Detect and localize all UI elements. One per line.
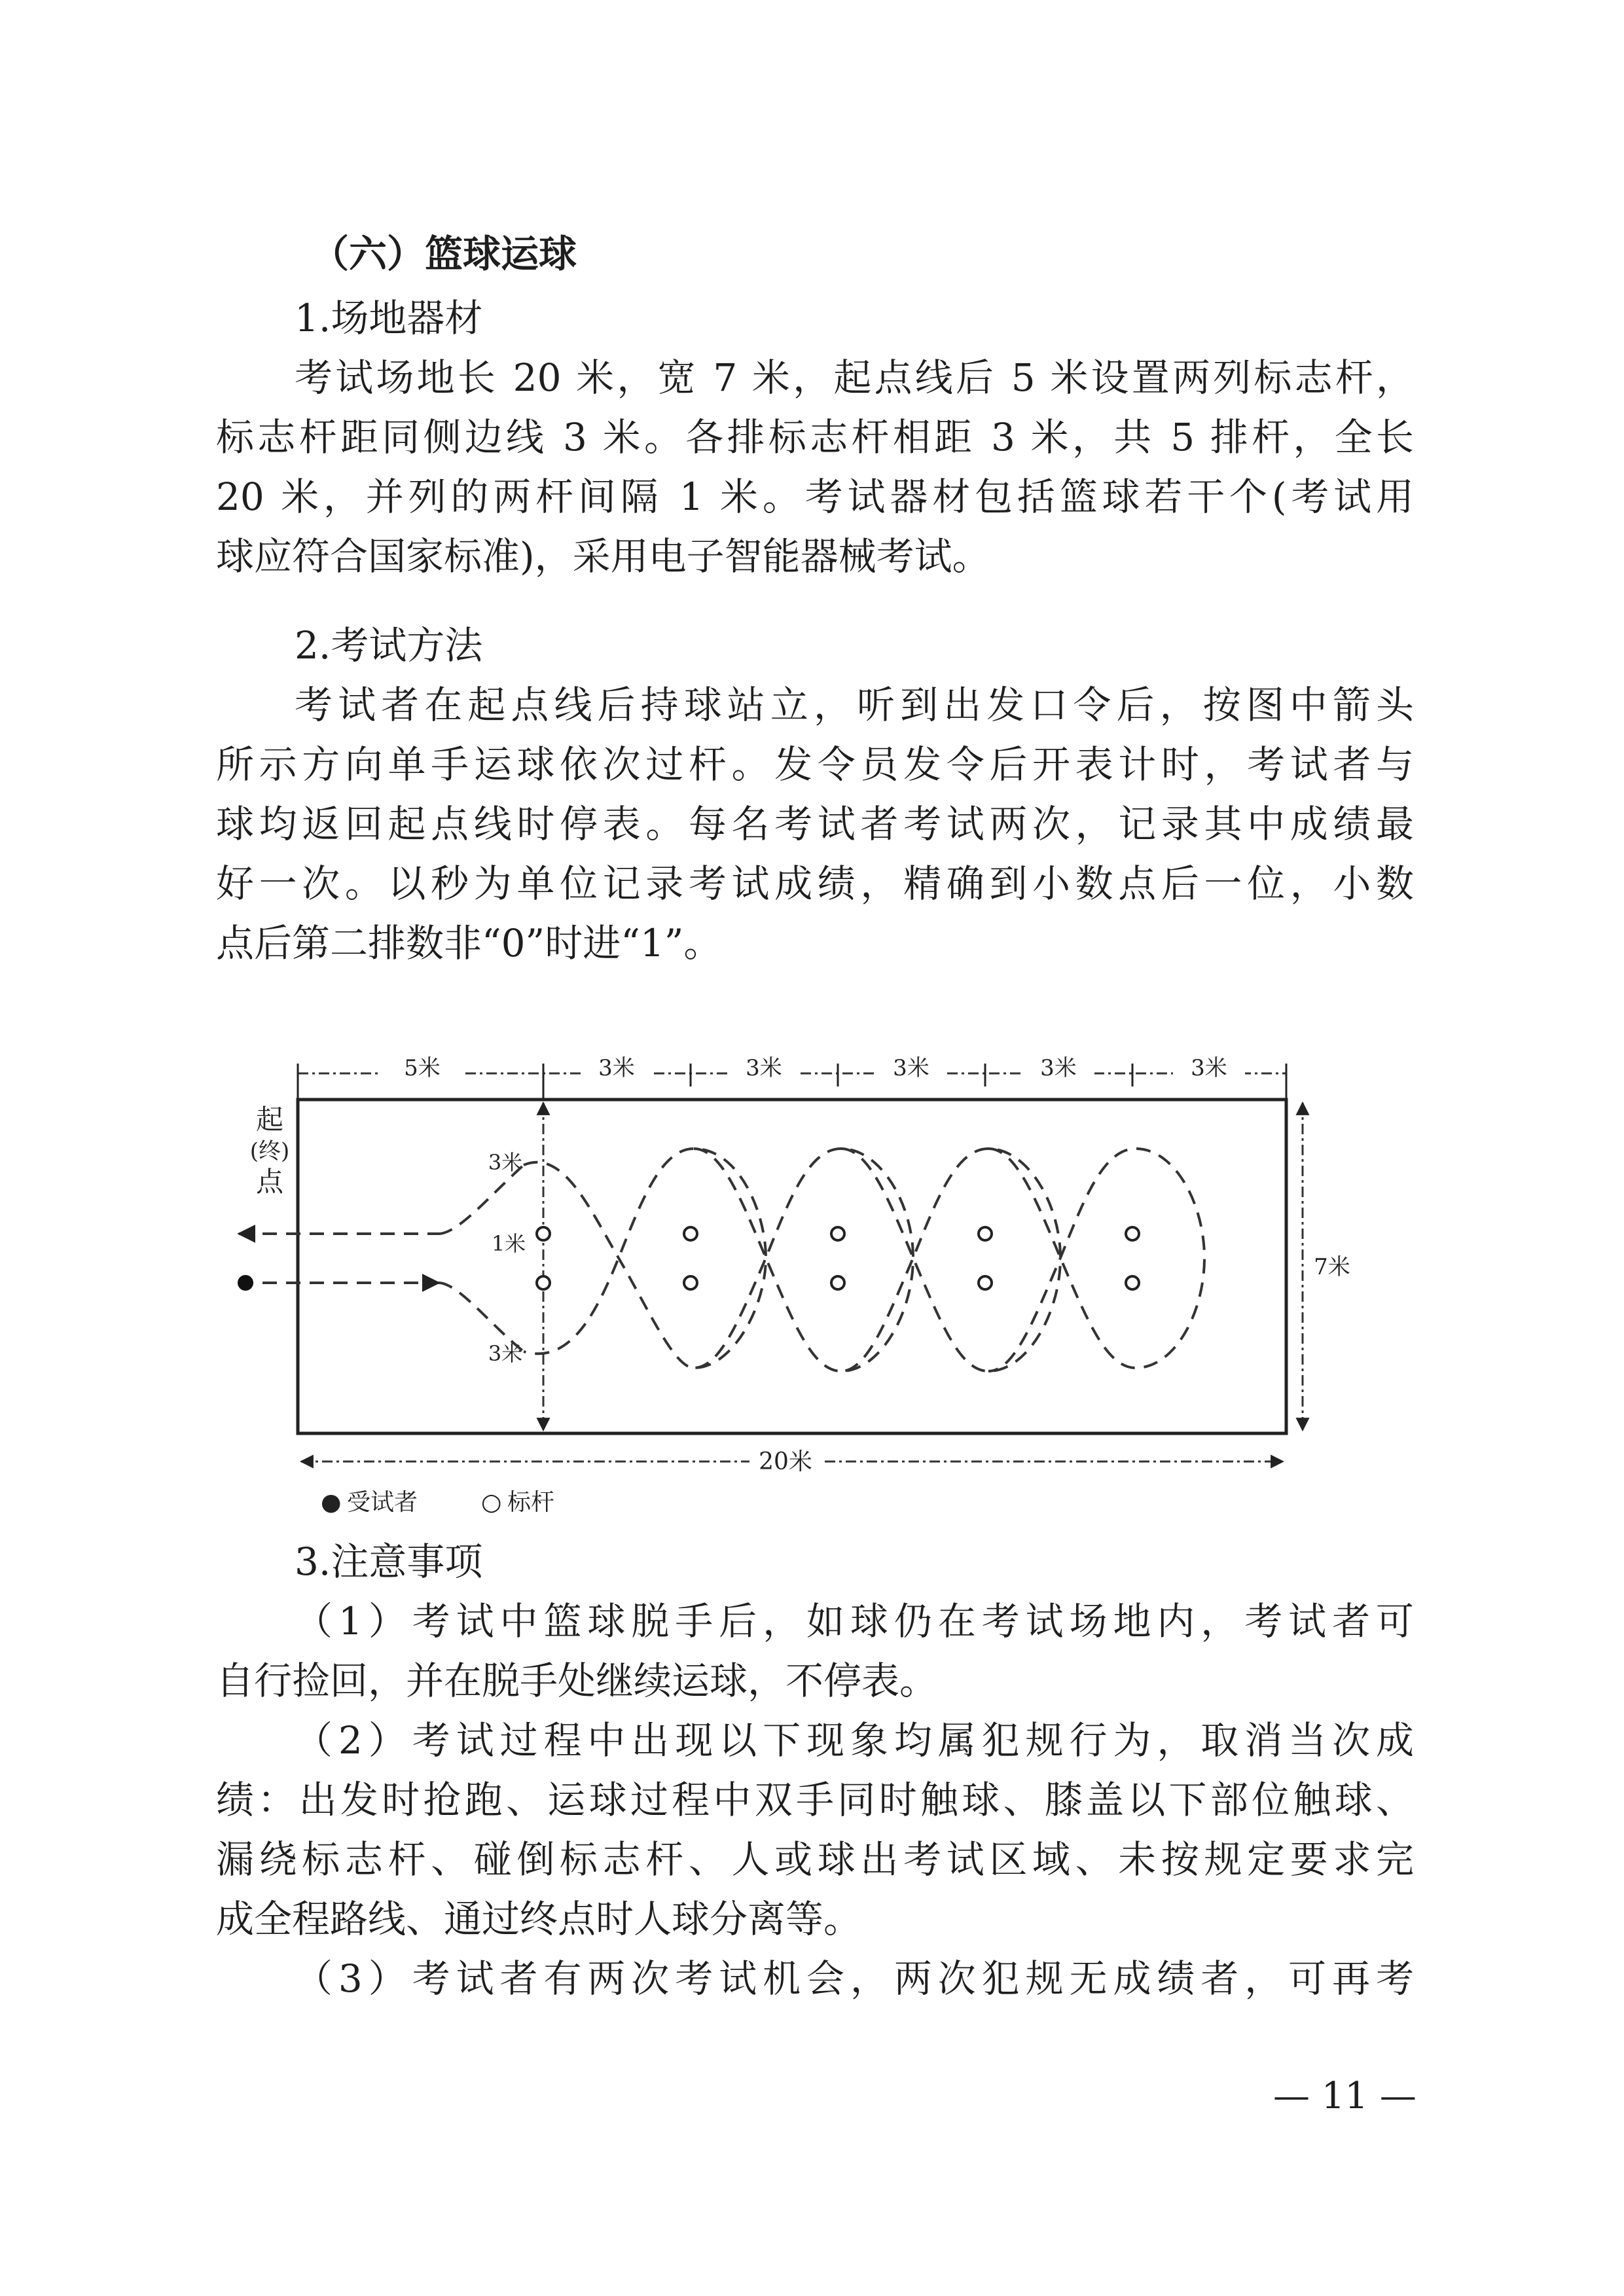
paragraph-line: 成全程路线、通过终点时人球分离等。 <box>216 1897 862 1941</box>
paragraph-line: 标志杆距同侧边线 3 米。各排标志杆相距 3 米，共 5 排杆，全长 <box>216 415 1414 459</box>
paragraph-line: 考试场地长 20 米，宽 7 米，起点线后 5 米设置两列标志杆， <box>295 355 1414 400</box>
pole-marker <box>684 1276 697 1289</box>
page-number: — 11 — <box>1273 2075 1416 2117</box>
paragraph-line: 漏绕标志杆、碰倒标志杆、人或球出考试区域、未按规定要求完 <box>216 1837 1414 1882</box>
pole-marker <box>979 1276 992 1289</box>
dimension-label-3m: 3米 <box>1040 1055 1077 1081</box>
pole-marker <box>1126 1276 1139 1289</box>
pole-marker <box>537 1276 550 1289</box>
dimension-label-3m: 3米 <box>746 1055 782 1081</box>
dribble-path <box>988 1149 1204 1371</box>
examinee-marker <box>238 1275 253 1291</box>
section-heading: 2.考试方法 <box>295 623 483 668</box>
paragraph-line: （1）考试中篮球脱手后，如球仍在考试场地内，考试者可 <box>295 1599 1414 1643</box>
dimension-label-1m: 1米 <box>491 1231 526 1256</box>
section-title-block <box>216 224 1414 284</box>
section-heading: 1.场地器材 <box>295 296 483 340</box>
dribble-path <box>694 1149 913 1371</box>
section-3 <box>216 1532 1414 2009</box>
section-heading: 3.注意事项 <box>295 1539 483 1584</box>
start-label: (终) <box>249 1138 290 1164</box>
paragraph-line: 好一次。以秒为单位记录考试成绩，精确到小数点后一位，小数 <box>216 861 1414 906</box>
section-1 <box>216 289 1414 586</box>
pole-marker <box>537 1227 550 1240</box>
paragraph-line: 球均返回起点线时停表。每名考试者考试两次，记录其中成绩最 <box>216 802 1414 846</box>
paragraph-line: 点后第二排数非“0”时进“1”。 <box>216 921 722 965</box>
dimension-label-3m: 3米 <box>893 1055 929 1081</box>
paragraph-line: 自行捡回，并在脱手处继续运球，不停表。 <box>216 1659 938 1703</box>
pole-marker <box>831 1227 844 1240</box>
paragraph-line: 绩：出发时抢跑、运球过程中双手同时触球、膝盖以下部位触球、 <box>216 1778 1414 1822</box>
section-title: （六）篮球运球 <box>311 232 577 276</box>
length-label: 20米 <box>759 1448 812 1475</box>
paragraph-line: 所示方向单手运球依次过杆。发令员发令后开表计时，考试者与 <box>216 742 1414 787</box>
legend-pole-label: 标杆 <box>507 1489 555 1516</box>
width-label: 7米 <box>1314 1254 1350 1280</box>
dimension-label-3m-bottom: 3米 <box>488 1341 523 1366</box>
start-label: 点 <box>255 1166 284 1198</box>
pole-marker <box>684 1227 697 1240</box>
legend-pole-symbol: ○ <box>481 1489 502 1516</box>
pole-marker <box>831 1276 844 1289</box>
dimension-label-3m: 3米 <box>1191 1055 1227 1081</box>
paragraph-line: 考试者在起点线后持球站立，听到出发口令后，按图中箭头 <box>295 683 1414 727</box>
legend-examinee-symbol: ● <box>321 1489 342 1516</box>
section-2 <box>216 616 1414 973</box>
dimension-label-3m: 3米 <box>598 1055 635 1081</box>
paragraph-line: （2）考试过程中出现以下现象均属犯规行为，取消当次成 <box>295 1718 1414 1763</box>
paragraph-line: 球应符合国家标准)，采用电子智能器械考试。 <box>216 534 990 579</box>
pole-marker <box>979 1227 992 1240</box>
pole-marker <box>1126 1227 1139 1240</box>
paragraph-line: （3）考试者有两次考试机会，两次犯规无成绩者，可再考 <box>295 1956 1414 2001</box>
paragraph-line: 20 米，并列的两杆间隔 1 米。考试器材包括篮球若干个(考试用 <box>216 475 1414 519</box>
basketball-dribble-course-diagram <box>223 1037 1368 1535</box>
legend-examinee-label: 受试者 <box>347 1489 418 1516</box>
dribble-path <box>841 1149 1060 1371</box>
dimension-label-3m-top: 3米 <box>488 1150 523 1175</box>
dimension-label-5m: 5米 <box>404 1055 441 1081</box>
start-label: 起 <box>255 1103 284 1136</box>
